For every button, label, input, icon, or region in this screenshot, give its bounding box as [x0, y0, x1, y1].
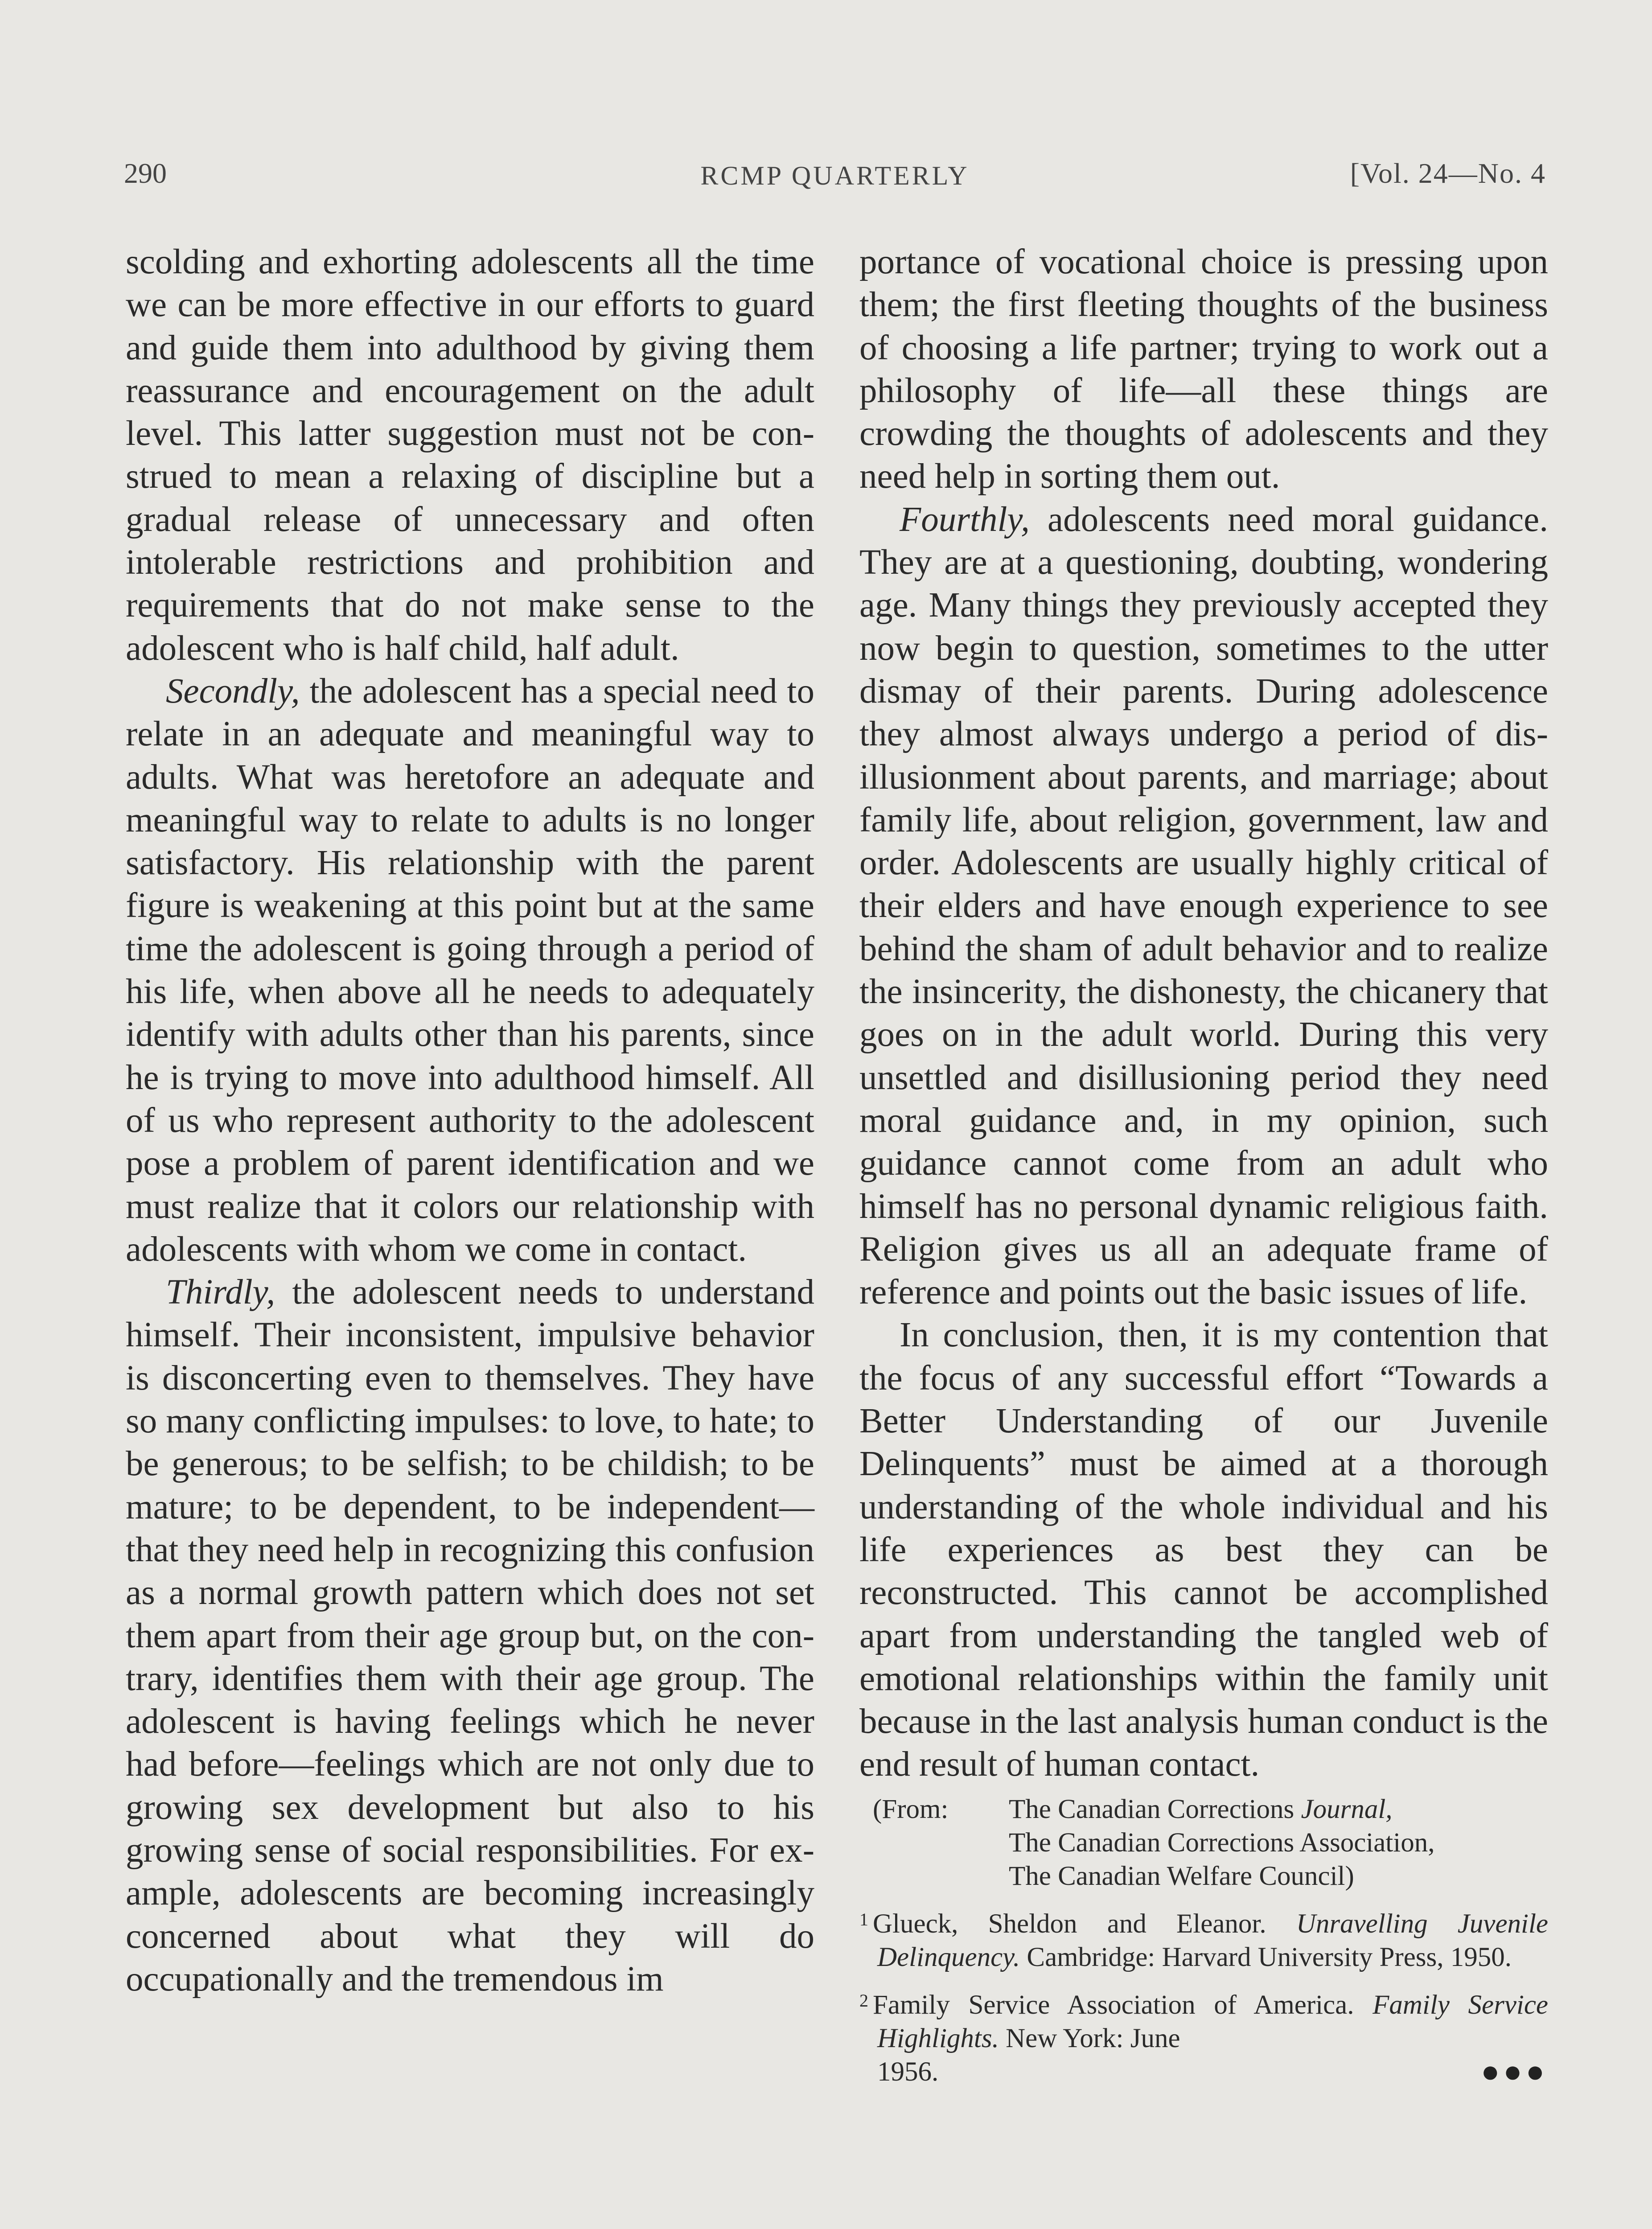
paragraph-continuation: scolding and exhorting adolescents all the time we can be more effective in our efforts to guard and guide them into adulthood by giving them reassurance and encouragement on the adult level. This latter suggestion must not be construed to mean a relaxing of discipline but a gradual release of unnecessary and often intolerable restrictions and prohibition and requirements that do not make sense to the adolescent who is half child, half adult. [126, 243, 814, 668]
source-lead: (From: [873, 1794, 949, 1824]
footnote-mark: 2 [859, 1990, 868, 2011]
paragraph-lead: Fourthly, [900, 500, 1030, 539]
end-of-article-dots: ●●● [1481, 2054, 1548, 2089]
paragraph-lead: Secondly, [166, 671, 300, 711]
paragraph-body: the adolescent has a special need to relate in an adequate and meaningful way to adults. What was heretofore an adequate and meaningful way to relate to adults is no longer satisfactory. His relationship with the parent figure is weakening at this point but at the same time the adolescent is going through a period of his life, when above all he needs to adequately identify with adults other than his parents, since he is trying to move into adulthood himself. All of us who represent authority to the adolescent pose a problem of parent identification and we must realize that it colors our relationship with adolescents with whom we come in contact. [126, 671, 814, 1269]
footnote-2: $^2$ Family Service Association of America. Family Service Highlights. New York: June 1956. ●●● [859, 1990, 1548, 2089]
paragraph-continuation: portance of vocational choice is pressing upon them; the first fleeting thoughts of the business of choosing a life partner; trying to work out a philosophy of life—all these things are crowding the thoughts of adolescents and they need help in sorting them out. [859, 243, 1548, 496]
paragraph-thirdly [126, 1271, 814, 2001]
paragraph-body: adolescents need moral guidance. They are at a questioning, doubting, wondering age. Many things they previously accepted they now begin to question, sometimes to the utter dismay of their parents. During adolescence they almost always undergo a period of disillusionment about parents, and marriage; about family life, about religion, government, law and order. Adolescents are usually highly critical of their elders and have enough experience to see behind the sham of adult behavior and to realize the insincerity, the dishonesty, the chicanery that goes on in the adult world. During this very unsettled and disillusioning period they need moral guidance and, in my opinion, such guidance cannot come from an adult who himself has no personal dynamic religious faith. Religion gives us all an adequate frame of reference and points out the basic issues of life. [859, 500, 1548, 1312]
paragraph-secondly [126, 670, 814, 1271]
volume-label: [Vol. 24—No. 4 [1350, 157, 1546, 189]
source-line: The Canadian Welfare Council) [1009, 1861, 1354, 1891]
paragraph-lead: Thirdly, [166, 1273, 275, 1312]
running-header [124, 157, 1546, 197]
source-line: The Canadian Corrections Journal, [1009, 1794, 1393, 1824]
footnote-mark: 1 [859, 1909, 868, 1929]
left-column [126, 241, 814, 2001]
footnote-1: $^1$ Glueck, Sheldon and Eleanor. Unravelling Juvenile Delinquency. Cambridge: Harvard University Press, 1950. [859, 1908, 1548, 1972]
source-line: The Canadian Corrections Association, [1009, 1827, 1435, 1858]
page-number: 290 [124, 157, 167, 189]
right-column [859, 241, 1548, 2089]
paragraph-conclusion: In conclusion, then, it is my contention that the focus of any successful effort “Towards a Better Understanding of our Juvenile Delinquents” must be aimed at a thorough understanding of the whole individual and his life experiences as best they can be reconstructed. This cannot be accomplished apart from understanding the tangled web of emotional relationships within the family unit because in the last analysis human conduct is the end result of human contact. [859, 1316, 1548, 1784]
paragraph-fourthly [859, 498, 1548, 1314]
source-citation [859, 1793, 1548, 1893]
running-title: RCMP QUARTERLY [700, 161, 970, 190]
paragraph-body: the adolescent needs to understand himself. Their inconsistent, impulsive behavior is disconcerting even to themselves. They have so many conflicting impulses: to love, to hate; to be generous; to be selfish; to be childish; to be mature; to be dependent, to be independent—that they need help in recognizing this confusion as a normal growth pattern which does not set them apart from their age group but, on the contrary, identifies them with their age group. The adolescent is having feelings which he never had before—feelings which are not only due to growing sex development but also to his growing sense of social responsibilities. For example, adolescents are becoming increasingly concerned about what they will do occupationally and the tremendous im [126, 1273, 814, 1999]
